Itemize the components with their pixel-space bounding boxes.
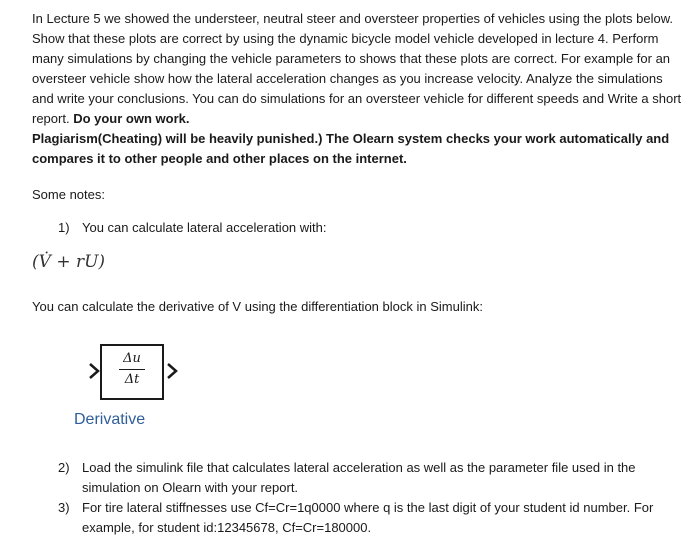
output-port-arrow-icon [166,362,180,380]
note-item-2-text: Load the simulink file that calculates lateral acceleration as well as the parameter file used in the simulation on Olearn with your report. [82,460,636,495]
note-item-3 [58,498,678,538]
intro-text: In Lecture 5 we showed the understeer, neutral steer and oversteer properties of vehicles using the plots below. Show that these plots are correct by using the dynamic bicycle model vehicle developed in lecture 4. Perform many simulations by changing the vehicle parameters to shows that these plots are correct. For example for an oversteer vehicle show how the lateral acceleration changes as you increase velocity. Analyze the simulations and write your conclusions. You can do simulations for an oversteer vehicle for different speeds and Write a short report. [32,11,682,126]
derivative-block-box [100,344,164,400]
simulink-derivative-block [70,338,190,438]
derivative-instruction: You can calculate the derivative of V using the differentiation block in Simulink: [32,299,483,314]
note-item-1-text: You can calculate lateral acceleration with: [82,220,327,235]
fraction-bar [119,369,145,370]
notes-heading: Some notes: [32,187,105,202]
own-work-warning: Do your own work. [73,111,190,126]
derivative-block-label: Derivative [74,411,146,428]
input-port-arrow-icon [88,362,100,380]
note-item-2-number: 2) [58,460,70,475]
derivative-fraction [102,350,162,389]
fraction-denominator: Δt [124,372,140,387]
note-item-3-text: For tire lateral stiffnesses use Cf=Cr=1q0000 where q is the last digit of your student id number. For example, for student id:12345678, Cf=Cr=180000. [82,500,654,535]
plagiarism-warning: Plagiarism(Cheating) will be heavily punished.) The Olearn system checks your work automatically and compares it to other people and other places on the internet. [32,131,670,166]
lateral-acceleration-formula: (V̇ + rU) [32,252,106,272]
note-item-1-number: 1) [58,220,70,235]
note-item-1 [58,218,327,238]
notes-list-continued [58,458,678,538]
fraction-numerator: Δu [123,351,141,366]
assignment-intro-paragraph [32,9,682,169]
note-item-2 [58,458,678,498]
note-item-3-number: 3) [58,500,70,515]
